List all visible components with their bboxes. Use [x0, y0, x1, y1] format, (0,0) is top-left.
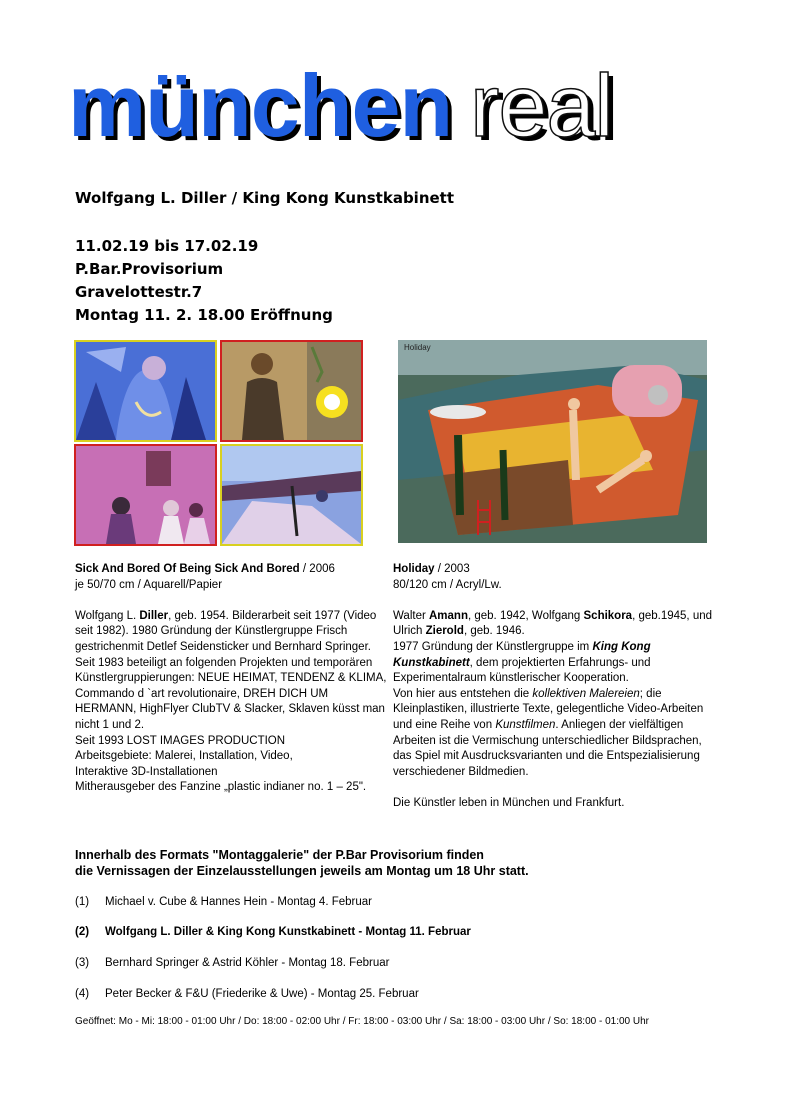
collage-tile-3: [74, 444, 217, 546]
left-bio-production: Seit 1993 LOST IMAGES PRODUCTION: [75, 734, 286, 747]
p1-b: Amann: [429, 609, 468, 622]
right-residence: Die Künstler leben in München und Frankfurt.: [393, 796, 625, 809]
p2-b: King Kong Kunstkabinett: [393, 640, 651, 669]
p1-g: , geb. 1946.: [463, 625, 525, 638]
montaggalerie-line-2: die Vernissagen der Einzelausstellungen jeweils am Montag um 18 Uhr statt.: [75, 864, 529, 878]
opening-hours: Geöffnet: Mo - Mi: 18:00 - 01:00 Uhr / Do: 18:00 - 02:00 Uhr / Fr: 18:00 - 03:00 Uhr / Sa: 18:00 - 03:00 Uhr / So: 18:00 - 01:00 Uhr: [75, 1016, 650, 1027]
right-works-paragraph: [393, 687, 713, 781]
montaggalerie-intro: [75, 847, 529, 879]
p1-a: Walter: [393, 609, 429, 622]
logo-word-real: real: [470, 56, 613, 155]
event-item-2: [75, 926, 471, 938]
event-item-1: [75, 896, 372, 908]
p1-e: , geb.1945, und Ulrich: [393, 609, 713, 638]
logo-word-muenchen: münchen: [68, 56, 453, 155]
event-num: (3): [75, 957, 90, 969]
right-artists-paragraph: [393, 609, 713, 640]
p1-f: Zierold: [425, 625, 464, 638]
left-bio-paragraph: [75, 609, 390, 656]
left-work-caption: [75, 562, 390, 578]
exhibition-opening: Montag 11. 2. 18.00 Eröffnung: [75, 306, 333, 324]
exhibition-title: Wolfgang L. Diller / King Kong Kunstkabinett: [75, 189, 455, 207]
left-bio-projects: Seit 1983 beteiligt an folgenden Projekten und temporären Künstlergruppierungen: NEUE HEIMAT, TENDENZ & KLIMA, Commando d `art revolutionaire, DREH DICH UM HERMANN, HighFlyer ClubTV & Slacker, Sklaven küsst man nicht 1 und 2.: [75, 656, 387, 731]
left-bio-fields: Arbeitsgebiete: Malerei, Installation, Video,: [75, 750, 293, 763]
event-text: Michael v. Cube & Hannes Hein - Montag 4. Februar: [105, 896, 372, 908]
collage-tile-1: [74, 340, 217, 442]
left-column: [75, 562, 390, 796]
logo: [68, 56, 613, 155]
p3-d: Kunstfilmen: [495, 718, 556, 731]
event-num: (1): [75, 896, 90, 908]
right-work-details: 80/120 cm / Acryl/Lw.: [393, 578, 502, 591]
collage-tile-2: [220, 340, 363, 442]
exhibition-dates: 11.02.19 bis 17.02.19: [75, 237, 259, 255]
right-column: [393, 562, 713, 812]
event-item-4: [75, 988, 419, 1000]
left-work-details: je 50/70 cm / Aquarell/Papier: [75, 578, 223, 591]
p2-a: 1977 Gründung der Künstlergruppe im: [393, 640, 593, 653]
left-work-title: Sick And Bored Of Being Sick And Bored: [75, 563, 300, 575]
event-num: (2): [75, 926, 90, 938]
right-founding-paragraph: [393, 640, 713, 687]
right-work-caption: [393, 562, 713, 578]
event-item-3: [75, 957, 389, 969]
p1-c: , geb. 1942, Wolfgang: [467, 609, 584, 622]
event-num: (4): [75, 988, 90, 1000]
exhibition-info: [75, 235, 333, 327]
p3-b: kollektiven Malereien: [532, 687, 640, 700]
left-bio-fanzine: Mitherausgeber des Fanzine „plastic indianer no. 1 – 25".: [75, 781, 367, 794]
left-work-year: / 2006: [299, 563, 335, 575]
collage-tile-4: [220, 444, 363, 546]
p3-c: ; die Kleinplastiken, illustrierte Texte, gelegentliche Video-Arbeiten und eine Reihe von: [393, 687, 704, 731]
montaggalerie-line-1: Innerhalb des Formats "Montaggalerie" der P.Bar Provisorium finden: [75, 848, 484, 862]
bio-prefix: Wolfgang L.: [75, 609, 140, 622]
bio-name: Diller: [139, 609, 169, 622]
p2-c: , dem projektierten Erfahrungs- und Experimentalraum künstlerischer Kooperation.: [393, 656, 651, 685]
p3-e: . Anliegen der vielfältigen Arbeiten ist die Vermischung unterschiedlicher Bildsprachen, das Spiel mit Ausdrucksvarianten und die Entspezialisierung verschiedener Bildmedien.: [393, 718, 702, 778]
event-text: Bernhard Springer & Astrid Köhler - Montag 18. Februar: [105, 957, 390, 969]
bio-rest: , geb. 1954. Bilderarbeit seit 1977 (Video seit 1982). 1980 Gründung der Künstlergruppe Frisch gestrichenmit Detlef Seidensticker und Bernhard Springer.: [75, 609, 377, 653]
exhibition-address: Gravelottestr.7: [75, 283, 203, 301]
event-text: Peter Becker & F&U (Friederike & Uwe) - Montag 25. Februar: [105, 988, 419, 1000]
right-work-title: Holiday: [393, 563, 435, 575]
artwork-collage-image: [74, 340, 363, 546]
exhibition-venue: P.Bar.Provisorium: [75, 260, 224, 278]
holiday-painting-label: Holiday: [404, 343, 431, 352]
right-work-year: / 2003: [434, 563, 470, 575]
event-text: Wolfgang L. Diller & King Kong Kunstkabinett - Montag 11. Februar: [105, 926, 471, 938]
left-bio-3d: Interaktive 3D-Installationen: [75, 765, 218, 778]
holiday-painting-image: [398, 340, 707, 543]
p3-a: Von hier aus entstehen die: [393, 687, 533, 700]
p1-d: Schikora: [583, 609, 633, 622]
